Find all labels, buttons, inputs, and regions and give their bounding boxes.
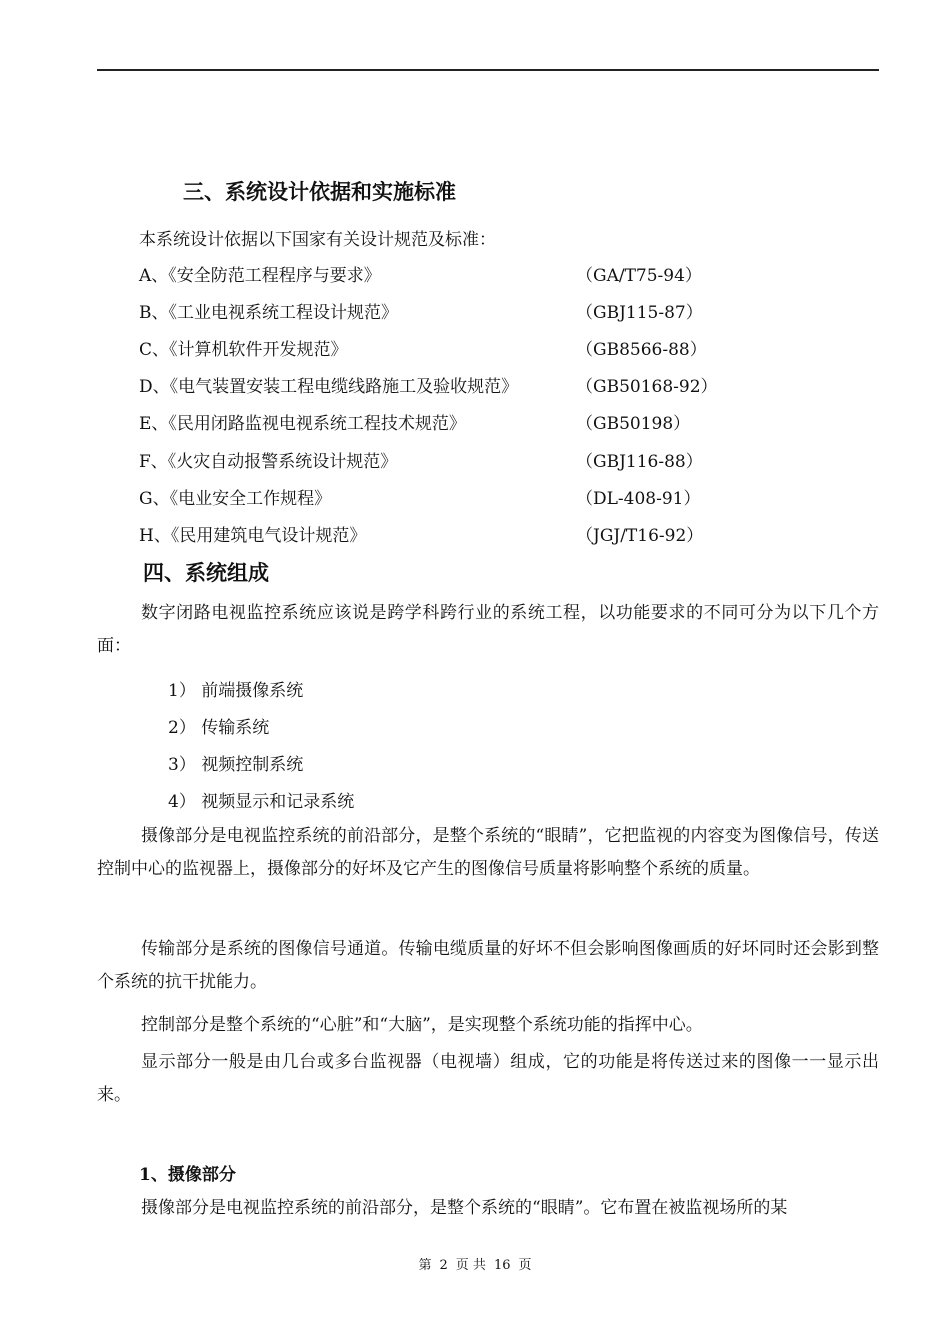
standard-row bbox=[139, 372, 839, 396]
header-rule bbox=[97, 69, 879, 71]
page-number: 2 bbox=[439, 1258, 448, 1273]
standard-code: （JGJ/T16-92） bbox=[576, 526, 704, 546]
standard-name: A、《安全防范工程程序与要求》 bbox=[139, 266, 381, 286]
standard-name: G、《电业安全工作规程》 bbox=[139, 489, 332, 509]
standard-row bbox=[139, 298, 839, 322]
subsection-1-heading: 1、摄像部分 bbox=[139, 1165, 236, 1185]
standard-code: （GBJ115-87） bbox=[576, 303, 703, 323]
total-pages: 16 bbox=[493, 1258, 511, 1273]
standard-row bbox=[139, 409, 839, 433]
standard-code: （GB8566-88） bbox=[576, 340, 707, 360]
standard-name: C、《计算机软件开发规范》 bbox=[139, 340, 348, 360]
control-paragraph: 控制部分是整个系统的“心脏”和“大脑”，是实现整个系统功能的指挥中心。 bbox=[141, 1015, 703, 1035]
list-item: 4） 视频显示和记录系统 bbox=[168, 792, 355, 812]
list-item: 2） 传输系统 bbox=[168, 718, 270, 738]
list-item: 3） 视频控制系统 bbox=[168, 755, 304, 775]
display-paragraph: 显示部分一般是由几台或多台监视器（电视墙）组成，它的功能是将传送过来的图像一一显示出来。 bbox=[97, 1052, 879, 1105]
standard-row bbox=[139, 521, 839, 545]
standard-name: B、《工业电视系统工程设计规范》 bbox=[139, 303, 398, 323]
section-4-heading: 四、系统组成 bbox=[143, 560, 269, 585]
transmission-paragraph: 传输部分是系统的图像信号通道。传输电缆质量的好坏不但会影响图像画质的好坏同时还会影到整个系统的抗干扰能力。 bbox=[97, 939, 879, 992]
standard-code: （GB50168-92） bbox=[576, 377, 718, 397]
section-3-intro: 本系统设计依据以下国家有关设计规范及标准： bbox=[139, 230, 496, 250]
standard-row bbox=[139, 261, 839, 285]
footer-mid: 页 共 bbox=[455, 1258, 486, 1273]
footer-suffix: 页 bbox=[518, 1258, 532, 1273]
page-footer bbox=[0, 1254, 950, 1273]
camera-paragraph: 摄像部分是电视监控系统的前沿部分，是整个系统的“眼睛”，它把监视的内容变为图像信号，传送控制中心的监视器上，摄像部分的好坏及它产生的图像信号质量将影响整个系统的质量。 bbox=[97, 826, 879, 879]
standard-row bbox=[139, 335, 839, 359]
section-4-intro: 数字闭路电视监控系统应该说是跨学科跨行业的系统工程，以功能要求的不同可分为以下几个方面： bbox=[97, 603, 879, 656]
section-3-heading: 三、系统设计依据和实施标准 bbox=[183, 179, 456, 204]
subsection-1-paragraph: 摄像部分是电视监控系统的前沿部分，是整个系统的“眼睛”。它布置在被监视场所的某 bbox=[141, 1198, 788, 1218]
standard-row bbox=[139, 484, 839, 508]
standard-code: （DL-408-91） bbox=[576, 489, 701, 509]
standard-name: D、《电气装置安装工程电缆线路施工及验收规范》 bbox=[139, 377, 519, 397]
standard-name: E、《民用闭路监视电视系统工程技术规范》 bbox=[139, 414, 466, 434]
footer-prefix: 第 bbox=[418, 1258, 432, 1273]
standard-code: （GB50198） bbox=[576, 414, 691, 434]
standard-code: （GBJ116-88） bbox=[576, 452, 703, 472]
list-item: 1） 前端摄像系统 bbox=[168, 681, 304, 701]
standard-name: H、《民用建筑电气设计规范》 bbox=[139, 526, 367, 546]
standard-code: （GA/T75-94） bbox=[576, 266, 702, 286]
standard-row bbox=[139, 447, 839, 471]
standard-name: F、《火灾自动报警系统设计规范》 bbox=[139, 452, 398, 472]
